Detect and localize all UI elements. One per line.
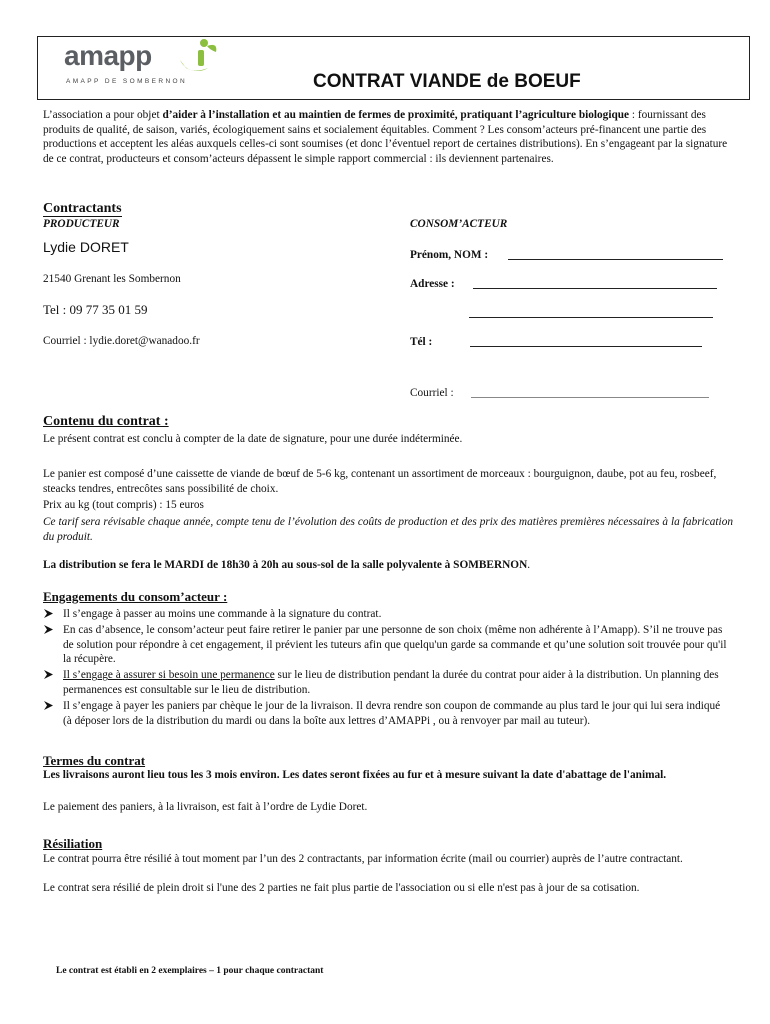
- producteur-courriel: Courriel : lydie.doret@wanadoo.fr: [43, 335, 200, 347]
- distribution-end: .: [527, 559, 531, 571]
- termes-p1: Les livraisons auront lieu tous les 3 mois environ. Les dates seront fixées au fur et à mesure suivant la date d'abattage de l'animal.: [43, 769, 667, 781]
- intro-paragraph: [43, 108, 728, 166]
- arrow-bullet-icon: [43, 624, 54, 635]
- distribution-text: La distribution se fera le MARDI de 18h30 à 20h au sous-sol de la salle polyvalente à SOMBERNON: [43, 559, 528, 571]
- contractants-heading: Contractants: [43, 201, 122, 216]
- arrow-bullet-icon: [43, 700, 54, 711]
- resiliation-heading: Résiliation: [43, 836, 103, 851]
- contenu-heading: Contenu du contrat :: [43, 414, 169, 429]
- arrow-bullet-icon: [43, 669, 54, 680]
- list-item: [43, 668, 731, 697]
- adresse-field-line-1[interactable]: [473, 288, 717, 289]
- engagement-text: Il s’engage à payer les paniers par chèque le jour de la livraison. Il devra rendre son coupon de commande au plus tard le jour qui lui sera indiqué (à déposer lors de la distribution du mardi ou dans la boîte aux lettres d’AMAPPi , ou à renvoyer par mail au tuteur).: [63, 700, 721, 727]
- resiliation-p2: Le contrat sera résilié de plein droit si l'une des 2 parties ne fait plus partie de l'association ou si elle n'est pas à jour de sa cotisation.: [43, 882, 640, 894]
- engagement-text: Il s’engage à passer au moins une commande à la signature du contrat.: [63, 608, 382, 620]
- adresse-field-line-2[interactable]: [469, 317, 713, 318]
- termes-p2: Le paiement des paniers, à la livraison, est fait à l’ordre de Lydie Doret.: [43, 801, 368, 813]
- engagements-list: [43, 607, 731, 730]
- prenom-nom-label: Prénom, NOM :: [410, 249, 489, 261]
- tel-field[interactable]: [470, 346, 702, 347]
- engagement-text: En cas d’absence, le consom’acteur peut faire retirer le panier par une personne de son choix (même non adhérente à l’Amapp). S’il ne trouve pas de solution pour répondre à cet engagement, il prévient les tuteurs afin que quelqu'un garde sa commande et qu’une solution soit trouvée pour qu'il la récupère.: [63, 624, 727, 666]
- engagements-heading: Engagements du consom’acteur :: [43, 589, 228, 604]
- producteur-label: PRODUCTEUR: [43, 218, 120, 230]
- page-title: CONTRAT VIANDE de BOEUF: [313, 71, 581, 92]
- prenom-nom-field[interactable]: [508, 259, 723, 260]
- intro-bold: d’aider à l’installation et au maintien de fermes de proximité, pratiquant l’agriculture biologique: [162, 109, 630, 121]
- amapp-logo: [62, 40, 222, 90]
- engagement-text: sur le lieu de distribution pendant la durée du contrat pour aider à la distribution. Un planning des permanences est consultable sur le lieu de distribution.: [63, 669, 719, 696]
- engagement-text-underlined: Il s’engage à assurer si besoin une permanence: [63, 669, 275, 682]
- resiliation-p1: Le contrat pourra être résilié à tout moment par l’un des 2 contractants, par information écrite (mail ou courrier) auprès de l’autre contractant.: [43, 853, 683, 865]
- intro-text-rest: : fournissant des produits de qualité, de saison, variés, écologiquement sains et socialement équitables. Comment ? Les consom’acteurs pré-financent une partie des productions et acceptent les aléas auxquels celles-ci sont soumises (et donc l’éventuel report de certaines distributions). En s’engageant par la signature de ce contrat, producteurs et consom’acteurs dépassent le simple rapport commercial : ils deviennent partenaires.: [43, 109, 728, 165]
- arrow-bullet-icon: [43, 608, 54, 619]
- logo-word: amapp: [64, 40, 152, 71]
- distribution-line: [43, 558, 733, 573]
- intro-text: L’association a pour objet: [43, 109, 163, 121]
- contenu-p2: Le panier est composé d’une caissette de viande de bœuf de 5-6 kg, contenant un assortiment de morceaux : bourguignon, daube, pot au feu, rosbeef, steacks tendres, entrecôtes sans possibilité de choix.: [43, 468, 717, 495]
- list-item: [43, 699, 731, 728]
- contenu-p1: Le présent contrat est conclu à compter de la date de signature, pour une durée indéterminée.: [43, 433, 463, 445]
- courriel-field[interactable]: [471, 397, 709, 398]
- producteur-tel: Tel : 09 77 35 01 59: [43, 302, 148, 317]
- logo-subtitle: AMAPP DE SOMBERNON: [66, 78, 188, 85]
- contenu-p4: Ce tarif sera révisable chaque année, compte tenu de l’évolution des coûts de production et des prix des matières premières nécessaires à la fabrication du produit.: [43, 516, 733, 543]
- termes-heading: Termes du contrat: [43, 753, 146, 768]
- footer-note: Le contrat est établi en 2 exemplaires – 1 pour chaque contractant: [56, 966, 324, 976]
- adresse-label: Adresse :: [410, 278, 455, 290]
- courriel-label: Courriel :: [410, 387, 454, 399]
- tel-label: Tél :: [410, 336, 433, 348]
- producteur-address: 21540 Grenant les Sombernon: [43, 273, 181, 285]
- list-item: [43, 607, 731, 622]
- leaf-i-logo-icon: [174, 38, 220, 78]
- contenu-price: Prix au kg (tout compris) : 15 euros: [43, 499, 204, 511]
- consomacteur-label: CONSOM’ACTEUR: [410, 218, 508, 230]
- list-item: [43, 623, 731, 667]
- producteur-name: Lydie DORET: [43, 239, 129, 255]
